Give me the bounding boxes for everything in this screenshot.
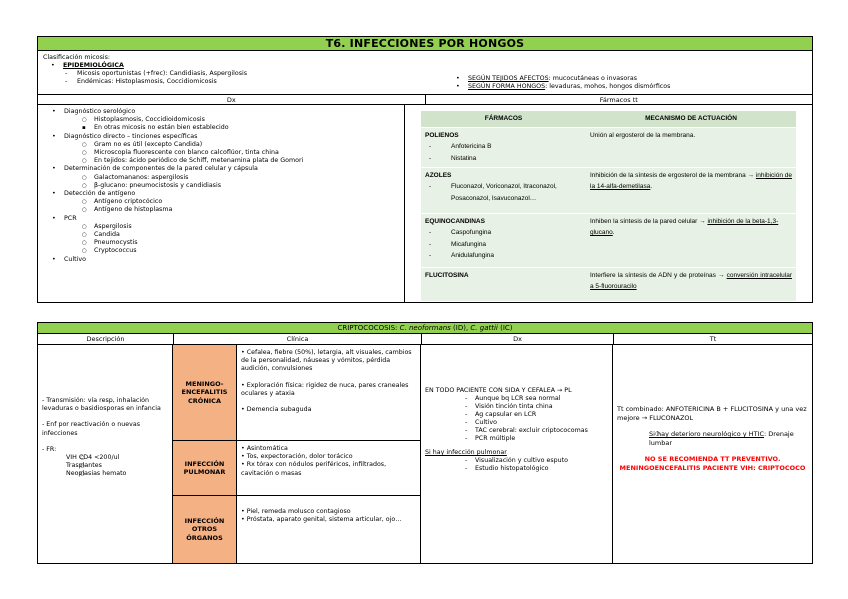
crypto-tt: Tt combinado: ANFOTERICINA B + FLUCITOSINA y una vez mejore → FLUCONAZOL ○ Si hay deterioro neurológico y HTIC: Drenaje lumbar NO SE RECOMIENDA TT PREVENTIVO. MENINGOENCEFALITIS PACIENTE VIH: CRIPTOCOCO [613,345,812,563]
cryptococcosis-section [37,322,813,564]
table-row: POLIENOS - Anfotericina B - Nistatina Unión al ergosterol de la membrana. [421,127,796,167]
clinical-label: INFECCIÓN OTROS ÓRGANOS [173,496,237,563]
classification-heading: Clasificación micosis: [43,54,111,61]
epidemio-item: - Micosis oportunistas (+frec): Candidiasis, Aspergilosis [43,70,812,78]
tejidos-line: • SEGÚN TEJIDOS AFECTOS: mucocutáneas o invasoras [448,75,670,83]
classification-block [37,51,813,94]
crypto-header: Descripción Clínica Dx Tt [37,334,813,345]
crypto-description: - Transmisión: vía resp, inhalación levaduras o basidiosporas en infancia - Enf por reactivación o nuevas infecciones - FR: ○ VIH CD4 <200/ul ○ Trasplantes ○ Neoplasias hemato [38,345,173,563]
section-header [37,94,813,105]
drug-table [421,111,796,302]
page-title: T6. INFECCIONES POR HONGOS [37,36,813,51]
farmacos-header: Fármacos tt [425,95,813,104]
table-row: EQUINOCANDINAS - Caspofungina - Micafungina - Anidulafungina Inhiben la síntesis de la pared celular → inhibición de la beta-1,3-glucano. [421,213,796,267]
clinical-label: INFECCIÓN PULMONAR [173,441,237,495]
crypto-title: CRIPTOCOCOSIS: C. neoformans (ID), C. gattii (IC) [37,322,813,334]
table-row: FLUCITOSINA Interfiere la síntesis de ADN y de proteínas → conversión intracelular a 5-fluorouracilo [421,267,796,301]
crypto-dx: EN TODO PACIENTE CON SIDA Y CEFALEA → PL - Aunque bq LCR sea normal - Visión tinción tinta china - Ag capsular en LCR - Cultivo - TAC cerebral: excluir criptococomas - PCR múltiple Si hay infección pulmonar - Visualización y cultivo esputo - Estudio histopatológico [421,345,613,563]
fungal-infections-sheet [37,36,813,303]
warning-text: NO SE RECOMIENDA TT PREVENTIVO. MENINGOENCEFALITIS PACIENTE VIH: CRIPTOCOCO [619,455,806,472]
col-farmacos: FÁRMACOS [421,111,586,127]
dx-header: Dx [226,96,236,104]
clinical-label: MENINGO-ENCEFALITIS CRÓNICA [173,345,237,440]
table-row: AZOLES - Fluconazol, Voriconazol, Itraconazol, Posaconazol, Isavuconazol… Inhibición de la síntesis de ergosterol de la membrana → inhibición de la 14-alfa-demetilasa. [421,167,796,213]
crypto-clinical: MENINGO-ENCEFALITIS CRÓNICA • Cefalea, fiebre (50%), letargia, alt visuales, cambios de la personalidad, náuseas y vómitos, pérdida audición, convulsiones • Exploración física: rigidez de nuca, pares craneales oculares y ataxia • Demencia subaguda INFECCIÓN PULMONAR • Asintomática • Tos, expectoración, dolor torácico • Rx tórax con nódulos periféricos, infiltrados, cavitación o masas INFECCIÓN OTROS ÓRGANOS • Piel, remeda molusco contagioso • Próstata, aparato genital, sistema articular, ojo… [173,345,421,563]
dx-list: • Diagnóstico serológico ○ Histoplasmosis, Coccidioidomicosis ▪ En otras micosis no están bien establecido • Diagnóstico directo – tinciones específicas ○ Gram no es útil (excepto Candida) ○ Microscopía fluorescente con blanco calcoflúor, tinta china ○ En tejidos: ácido periódico de Schiff, metenamina plata de Gomori • Determinación de componentes de la pared celular y cápsula ○ Galactomananos: aspergilosis ○ β-glucano: pneumocistosis y candidiasis • Detección de antígeno ○ Antígeno criptocócico ○ Antígeno de histoplasma • PCR ○ Aspergilosis ○ Candida ○ Pneumocystis ○ Cryptococcus • Cultivo [38,105,405,302]
epidemio-label: EPIDEMIOLÓGICA [63,62,124,69]
forma-line: • SEGÚN FORMA HONGOS: levaduras, mohos, hongos dismórficos [448,83,670,91]
dx-farmacos-section [37,105,813,303]
col-mecanismo: MECANISMO DE ACTUACIÓN [586,111,796,127]
epidemio-item: - Endémicas: Histoplasmosis, Coccidiomicosis [43,78,812,86]
